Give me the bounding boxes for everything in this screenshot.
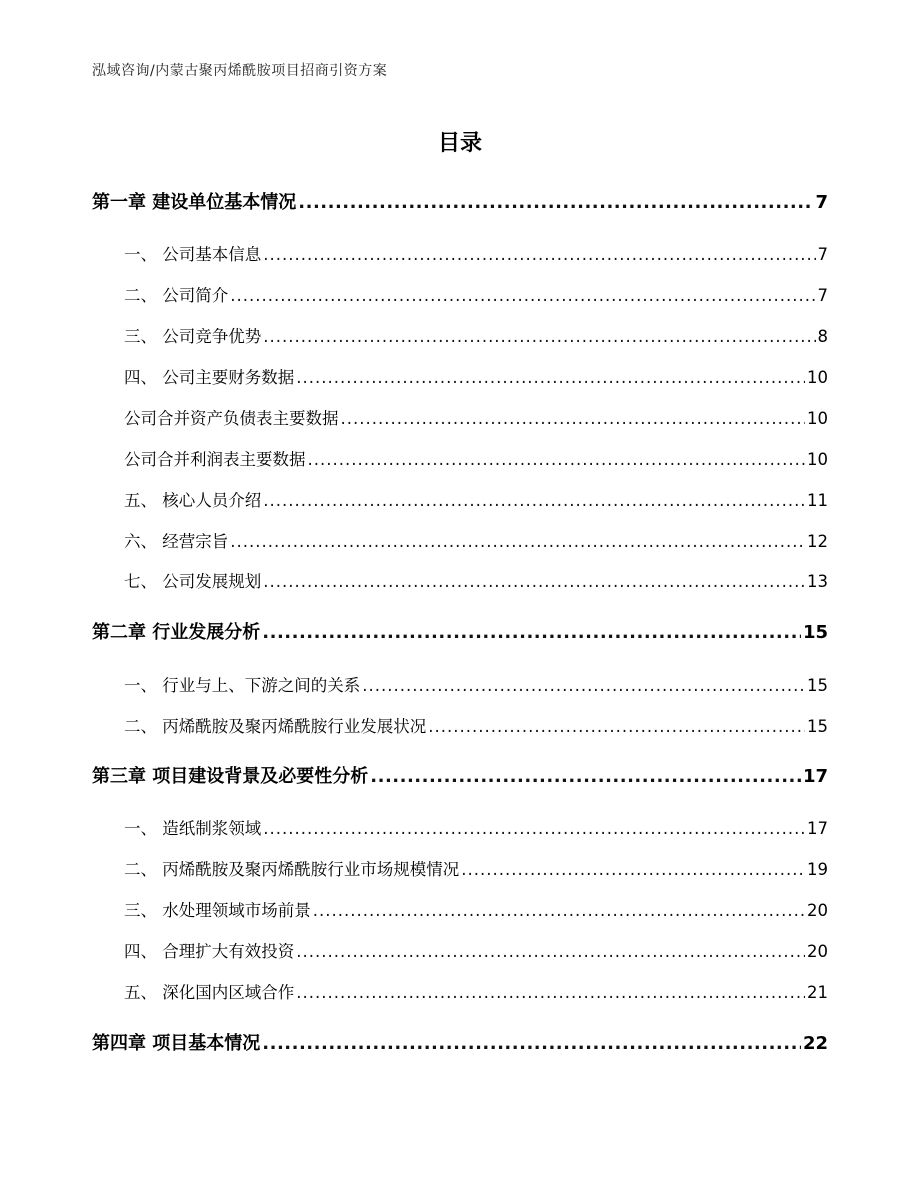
toc-section[interactable] (124, 446, 828, 470)
toc-label: 二、 公司简介 (124, 286, 229, 305)
toc-title: 目录 (437, 131, 482, 156)
toc-label: 第一章 建设单位基本情况 (92, 192, 297, 213)
toc-label: 二、 丙烯酰胺及聚丙烯酰胺行业市场规模情况 (124, 860, 460, 879)
toc-label: 公司合并资产负债表主要数据 (124, 409, 339, 428)
toc-section[interactable] (124, 405, 828, 429)
toc-label: 第二章 行业发展分析 (92, 622, 261, 643)
toc-page: 7 (817, 286, 828, 305)
toc-section[interactable] (124, 713, 828, 737)
toc-chapter-1[interactable] (92, 188, 828, 214)
toc-page: 17 (802, 766, 828, 787)
toc-section[interactable] (124, 487, 828, 511)
toc-leader (263, 491, 805, 510)
toc-page: 12 (807, 532, 828, 551)
toc-section[interactable] (124, 282, 828, 306)
page-header: 泓域咨询/内蒙古聚丙烯酰胺项目招商引资方案 (92, 63, 388, 79)
toc-label: 第四章 项目基本情况 (92, 1033, 261, 1054)
toc-leader (362, 676, 805, 695)
toc-leader (428, 717, 805, 736)
toc-section[interactable] (124, 979, 828, 1003)
toc-section[interactable] (124, 672, 828, 696)
toc-leader (263, 245, 815, 264)
toc-label: 五、 深化国内区域合作 (124, 983, 295, 1002)
toc-section[interactable] (124, 815, 828, 839)
toc-section[interactable] (124, 364, 828, 388)
toc-leader (308, 450, 806, 469)
toc-leader (461, 860, 805, 879)
toc-leader (262, 1033, 801, 1054)
toc-leader (263, 327, 815, 346)
toc-page: 22 (802, 1033, 828, 1054)
toc-page: 15 (807, 676, 828, 695)
toc-page: 10 (807, 409, 828, 428)
toc-page: 15 (807, 717, 828, 736)
toc-section[interactable] (124, 241, 828, 265)
toc-label: 第三章 项目建设背景及必要性分析 (92, 766, 369, 787)
toc-leader (298, 192, 813, 213)
toc-leader (263, 819, 805, 838)
toc-page: 7 (815, 192, 828, 213)
toc-label: 四、 合理扩大有效投资 (124, 942, 295, 961)
toc-label: 一、 公司基本信息 (124, 245, 262, 264)
toc-label: 五、 核心人员介绍 (124, 491, 262, 510)
toc-section[interactable] (124, 856, 828, 880)
toc-label: 公司合并利润表主要数据 (124, 450, 306, 469)
toc-page: 7 (817, 245, 828, 264)
toc-page: 20 (807, 901, 828, 920)
toc-label: 一、 行业与上、下游之间的关系 (124, 676, 361, 695)
toc-leader (370, 766, 801, 787)
toc-chapter-3[interactable] (92, 762, 828, 788)
toc-leader (341, 409, 806, 428)
toc-page: 21 (807, 983, 828, 1002)
toc-label: 七、 公司发展规划 (124, 572, 262, 591)
toc-page: 10 (807, 450, 828, 469)
toc-chapter-2[interactable] (92, 618, 828, 644)
toc-leader (296, 368, 805, 387)
toc-page: 20 (807, 942, 828, 961)
toc-label: 三、 水处理领域市场前景 (124, 901, 311, 920)
toc-leader (263, 572, 805, 591)
toc-page: 15 (802, 622, 828, 643)
toc-leader (230, 286, 815, 305)
toc-page: 11 (807, 491, 828, 510)
toc-leader (296, 983, 805, 1002)
toc-section[interactable] (124, 897, 828, 921)
toc-label: 六、 经营宗旨 (124, 532, 229, 551)
toc-section[interactable] (124, 938, 828, 962)
toc-page: 17 (807, 819, 828, 838)
toc-page: 8 (817, 327, 828, 346)
toc-section[interactable] (124, 528, 828, 552)
toc-page: 19 (807, 860, 828, 879)
toc-section[interactable] (124, 568, 828, 592)
toc-label: 三、 公司竞争优势 (124, 327, 262, 346)
toc-label: 二、 丙烯酰胺及聚丙烯酰胺行业发展状况 (124, 717, 427, 736)
toc-chapter-4[interactable] (92, 1029, 828, 1055)
toc-page: 10 (807, 368, 828, 387)
toc-label: 一、 造纸制浆领域 (124, 819, 262, 838)
toc-leader (296, 942, 805, 961)
toc-leader (262, 622, 801, 643)
toc-leader (230, 532, 805, 551)
toc-label: 四、 公司主要财务数据 (124, 368, 295, 387)
toc-page: 13 (807, 572, 828, 591)
toc-leader (313, 901, 805, 920)
toc-section[interactable] (124, 323, 828, 347)
